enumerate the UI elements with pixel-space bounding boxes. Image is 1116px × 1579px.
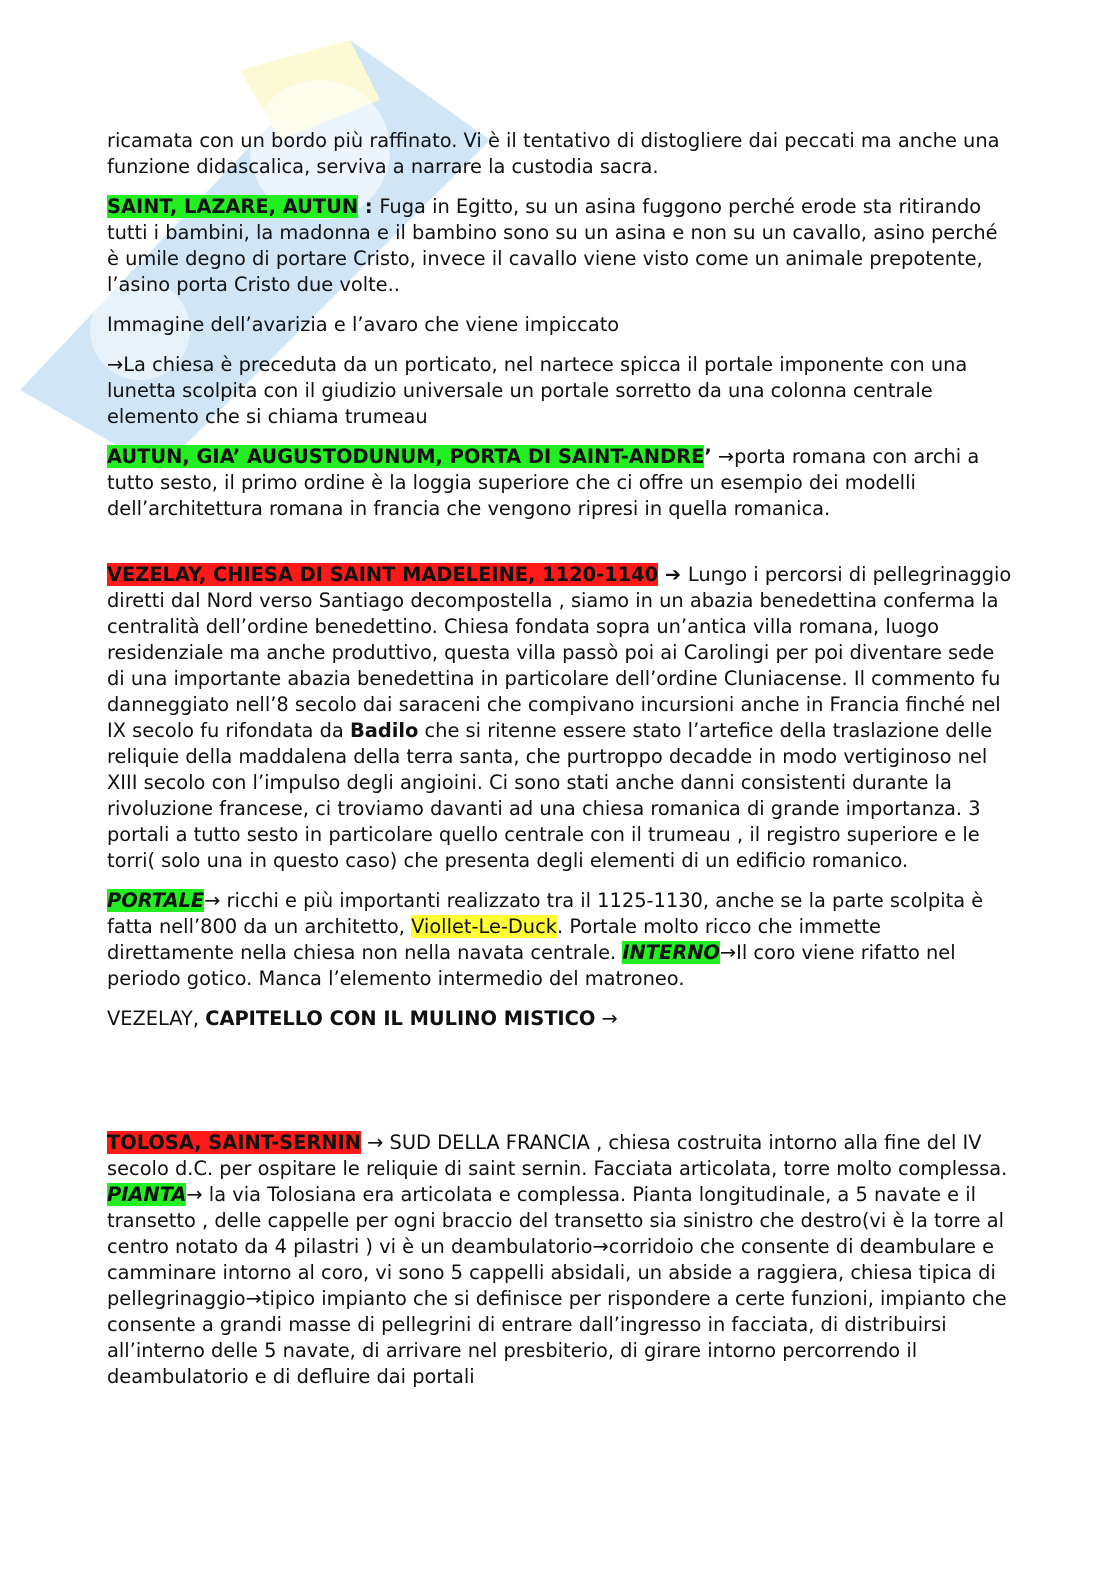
paragraph-tolosa-text-b: → la via Tolosiana era articolata e complessa. Pianta longitudinale, a 5 navate e il transetto , delle cappelle per ogni braccio del transetto sia sinistro che destro(vi è la torre al centro notato da 4 pilastri ) vi è un deambulatorio→corridoio che consente di deambulare e camminare intorno al coro, vi sono 5 cappelli absidali, un abside a raggiera, chiesa tipica di pellegrinaggio→tipico impianto che si definisce per rispondere a certe funzioni, impianto che consente a grandi masse di pellegrini di entrare dall’ingresso in facciata, di distribuirsi all’interno delle 5 navate, di arrivare nel presbiterio, di girare intorno percorrendo il deambulatorio e di defluire dai portali bbox=[107, 1183, 1007, 1388]
paragraph-capitello-text: VEZELAY, bbox=[107, 1007, 206, 1030]
heading-portale: PORTALE bbox=[107, 889, 205, 912]
paragraph-vezelay-text-b: che si ritenne essere stato l’artefice della traslazione delle reliquie della maddalena della terra santa, che purtroppo decadde in modo vertiginoso nel XIII secolo con l’impulso degli angioini. Ci sono stati anche danni consistenti durante la rivoluzione francese, ci troviamo davanti ad una chiesa romanica di grande importanza. 3 portali a tutto sesto in particolare quello centrale con il trumeau , il registro superiore e le torri( solo una in questo caso) che presenta degli elementi di un edificio romanico. bbox=[107, 719, 993, 872]
bold-badilo: Badilo bbox=[349, 719, 419, 742]
paragraph-1 bbox=[107, 128, 1012, 180]
paragraph-autun-lazare bbox=[107, 194, 1012, 298]
paragraph-avarizia-text: Immagine dell’avarizia e l’avaro che viene impiccato bbox=[107, 313, 620, 336]
paragraph-porta-saint-andre-text: →porta romana con archi a tutto sesto, il primo ordine è la loggia superiore che ci offre un esempio dei modelli dell’architettura romana in francia che vengono ripresi in quella romanica. bbox=[107, 445, 980, 520]
heading-saint-lazare-autun: SAINT, LAZARE, AUTUN bbox=[107, 195, 359, 218]
paragraph-autun-lazare-text: Fuga in Egitto, su un asina fuggono perché erode sta ritirando tutti i bambini, la madonna e il bambino sono su un asina e non su un cavallo, asino perché è umile degno di portare Cristo, invece il cavallo viene visto come un animale prepotente, l’asino porta Cristo due volte.. bbox=[107, 195, 998, 296]
paragraph-vezelay-text-a: Lungo i percorsi di pellegrinaggio diretti dal Nord verso Santiago decompostella , siamo in un abazia benedettina conferma la centralità dell’ordine benedettino. Chiesa fondata sopra un’antica villa romana, luogo residenziale ma anche produttivo, questa villa passò poi ai Carolingi per poi diventare sede di una importante abazia benedettina in particolare dell’ordine Cluniacense. Il commento fu danneggiato nell’8 secolo dai saraceni che compivano incursioni anche in Francia finché nel IX secolo fu rifondata da bbox=[107, 563, 1012, 742]
arrow-icon: ➔ bbox=[658, 563, 688, 586]
paragraph-tolosa bbox=[107, 1130, 1012, 1390]
arrow-icon: → bbox=[595, 1007, 618, 1030]
heading-apostrophe: ’ bbox=[704, 445, 712, 468]
document-body bbox=[107, 128, 1012, 1404]
heading-interno: INTERNO bbox=[622, 941, 720, 964]
paragraph-portale-text-c: →Il coro viene rifatto nel periodo gotico. Manca l’elemento intermedio del matroneo. bbox=[107, 941, 956, 990]
paragraph-vezelay bbox=[107, 562, 1012, 874]
paragraph-porta-saint-andre bbox=[107, 444, 1012, 522]
paragraph-tolosa-text-a: → SUD DELLA FRANCIA , chiesa costruita intorno alla fine del IV secolo d.C. per ospitare le reliquie di saint sernin. Facciata articolata, torre molto complessa. bbox=[107, 1131, 1008, 1180]
paragraph-porticato-text: →La chiesa è preceduta da un porticato, nel nartece spicca il portale imponente con una lunetta scolpita con il giudizio universale un portale sorretto da una colonna centrale elemento che si chiama trumeau bbox=[107, 353, 968, 428]
paragraph-capitello bbox=[107, 1006, 1012, 1032]
paragraph-porticato bbox=[107, 352, 1012, 430]
paragraph-avarizia bbox=[107, 312, 1012, 338]
heading-pianta: PIANTA bbox=[107, 1183, 187, 1206]
heading-vezelay-madeleine: VEZELAY, CHIESA DI SAINT MADELEINE, 1120-1140 bbox=[107, 563, 659, 586]
paragraph-portale-text-b: . Portale molto ricco che immette direttamente nella chiesa non nella navata centrale. bbox=[107, 915, 881, 964]
heading-separator: : bbox=[358, 195, 380, 218]
heading-tolosa-saint-sernin: TOLOSA, SAINT-SERNIN bbox=[107, 1131, 361, 1154]
paragraph-1-text: ricamata con un bordo più raffinato. Vi è il tentativo di distogliere dai peccati ma anche una funzione didascalica, serviva a narrare la custodia sacra. bbox=[107, 129, 1000, 178]
bold-capitello-mulino: CAPITELLO CON IL MULINO MISTICO bbox=[205, 1007, 596, 1030]
heading-autun-augustodunum: AUTUN, GIA’ AUGUSTODUNUM, PORTA DI SAINT-ANDRE bbox=[107, 445, 705, 468]
paragraph-portale-text-a: → ricchi e più importanti realizzato tra il 1125-1130, anche se la parte scolpita è fatta nell’800 da un architetto, bbox=[107, 889, 984, 938]
highlight-viollet-le-duck: Viollet-Le-Duck bbox=[411, 915, 557, 938]
paragraph-portale bbox=[107, 888, 1012, 992]
